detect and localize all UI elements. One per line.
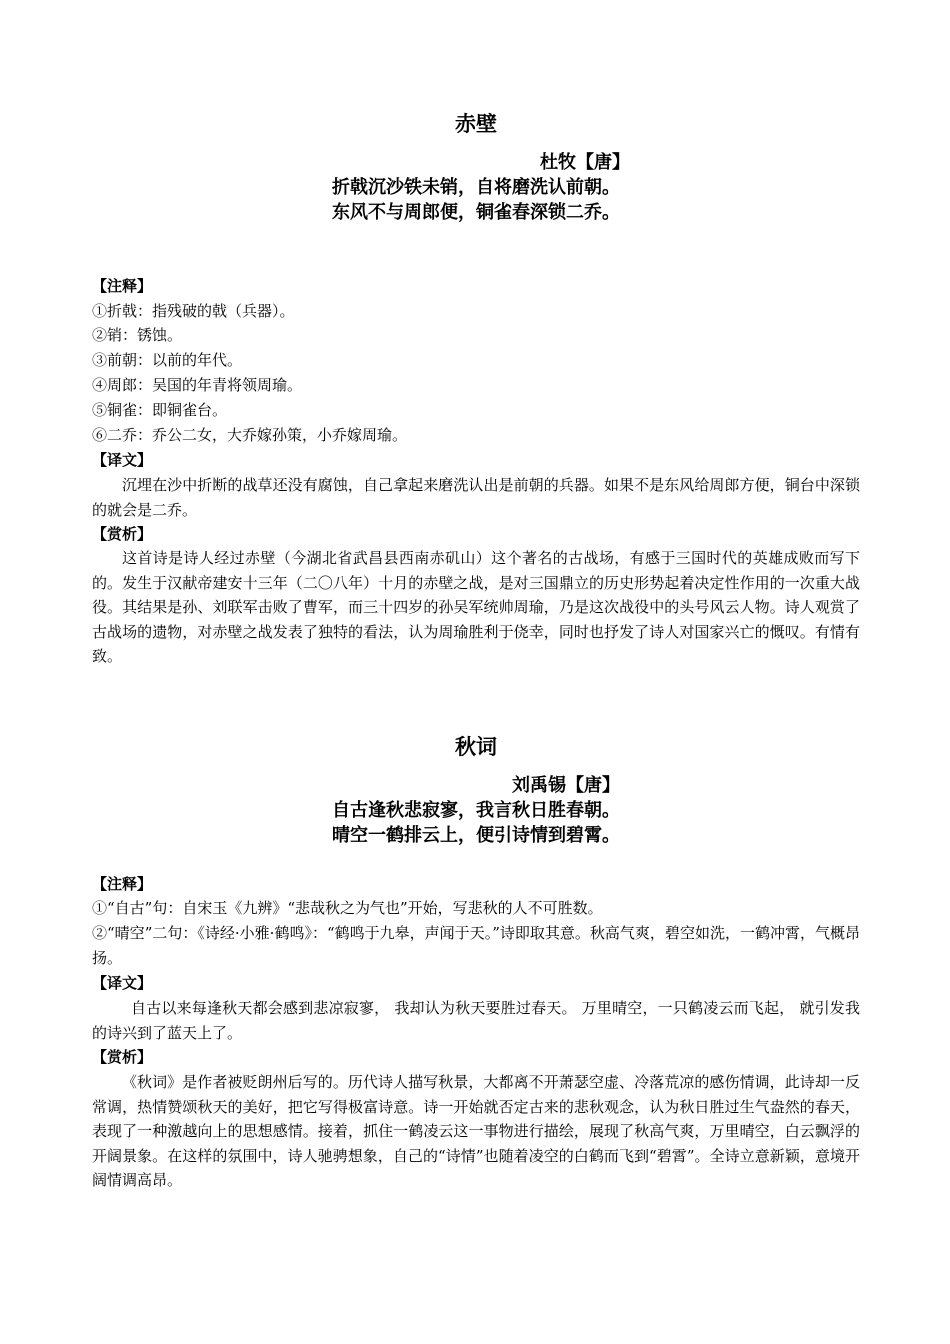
poem1-analysis-heading: 【赏析】: [92, 525, 153, 543]
poem1-note: ①折戟：指残破的戟（兵器）。: [92, 302, 295, 320]
poem1-analysis: 这首诗是诗人经过赤壁（今湖北省武昌县西南赤矶山）这个著名的古战场，有感于三国时代的英雄成败而写下的。发生于汉献帝建安十三年（二〇八年）十月的赤壁之战，是对三国鼎立的历史形势起着决定性作用的一次重大战役。其结果是孙、刘联军击败了曹军，而三十四岁的孙吴军统帅周瑜，乃是这次战役中的头号风云人物。诗人观赏了古战场的遗物，对赤壁之战发表了独特的看法，认为周瑜胜利于侥幸，同时也抒发了诗人对国家兴亡的慨叹。有情有致。: [92, 549, 860, 666]
poem2-title: 秋词: [455, 735, 497, 759]
poem2-notes-heading: 【注释】: [92, 875, 153, 893]
poem2-note: ②“晴空”二句：《诗经·小雅·鹤鸣》：“鹤鸣于九皋，声闻于天。”诗即取其意。秋高气爽，碧空如洗，一鹤冲霄，气概昂扬。: [92, 924, 860, 967]
poem1-translation: 沉埋在沙中折断的战草还没有腐蚀，自己拿起来磨洗认出是前朝的兵器。如果不是东风给周郎方便，铜台中深锁的就会是二乔。: [92, 476, 860, 519]
poem1-note: ④周郎：吴国的年青将领周瑜。: [92, 376, 303, 394]
poem1-note: ⑥二乔：乔公二女，大乔嫁孙策，小乔嫁周瑜。: [92, 426, 408, 444]
poem1-note: ③前朝：以前的年代。: [92, 351, 243, 369]
poem2-analysis: 《秋词》是作者被贬朗州后写的。历代诗人描写秋景，大都离不开萧瑟空虚、冷落荒凉的感伤情调，此诗却一反常调，热情赞颂秋天的美好，把它写得极富诗意。诗一开始就否定古来的悲秋观念，认为秋日胜过生气盎然的春天，表现了一种激越向上的思想感情。接着，抓住一鹤凌云这一事物进行描绘，展现了秋高气爽，万里晴空，白云飘浮的开阔景象。在这样的氛围中，诗人驰骋想象，自己的“诗情”也随着凌空的白鹤而飞到“碧霄”。全诗立意新颖，意境开阔情调高昂。: [92, 1073, 860, 1190]
poem1-line-1: 折戟沉沙铁未销，自将磨洗认前朝。: [332, 177, 620, 198]
poem1-note: ②销：锈蚀。: [92, 326, 183, 344]
poem1-translation-heading: 【译文】: [92, 451, 153, 469]
poem1-notes-heading: 【注释】: [92, 277, 153, 295]
poem2-author: 刘禹锡【唐】: [512, 775, 620, 796]
poem2-note: ①“自古”句：自宋玉《九辨》“悲哉秋之为气也”开始，写悲秋的人不可胜数。: [92, 899, 603, 917]
poem2-translation-heading: 【译文】: [92, 974, 153, 992]
poem1-author: 杜牧【唐】: [540, 152, 630, 173]
poem1-line-2: 东风不与周郎便，铜雀春深锁二乔。: [332, 202, 620, 223]
poem2-translation: 自古以来每逢秋天都会感到悲凉寂寥， 我却认为秋天要胜过春天。 万里晴空，一只鹤凌云而飞起， 就引发我的诗兴到了蓝天上了。: [92, 999, 860, 1042]
poem1-note: ⑤铜雀：即铜雀台。: [92, 401, 228, 419]
poem2-line-1: 自古逢秋悲寂寥，我言秋日胜春朝。: [332, 800, 620, 821]
poem2-line-2: 晴空一鹤排云上，便引诗情到碧霄。: [332, 825, 620, 846]
poem2-analysis-heading: 【赏析】: [92, 1048, 153, 1066]
poem1-title: 赤壁: [455, 112, 497, 136]
